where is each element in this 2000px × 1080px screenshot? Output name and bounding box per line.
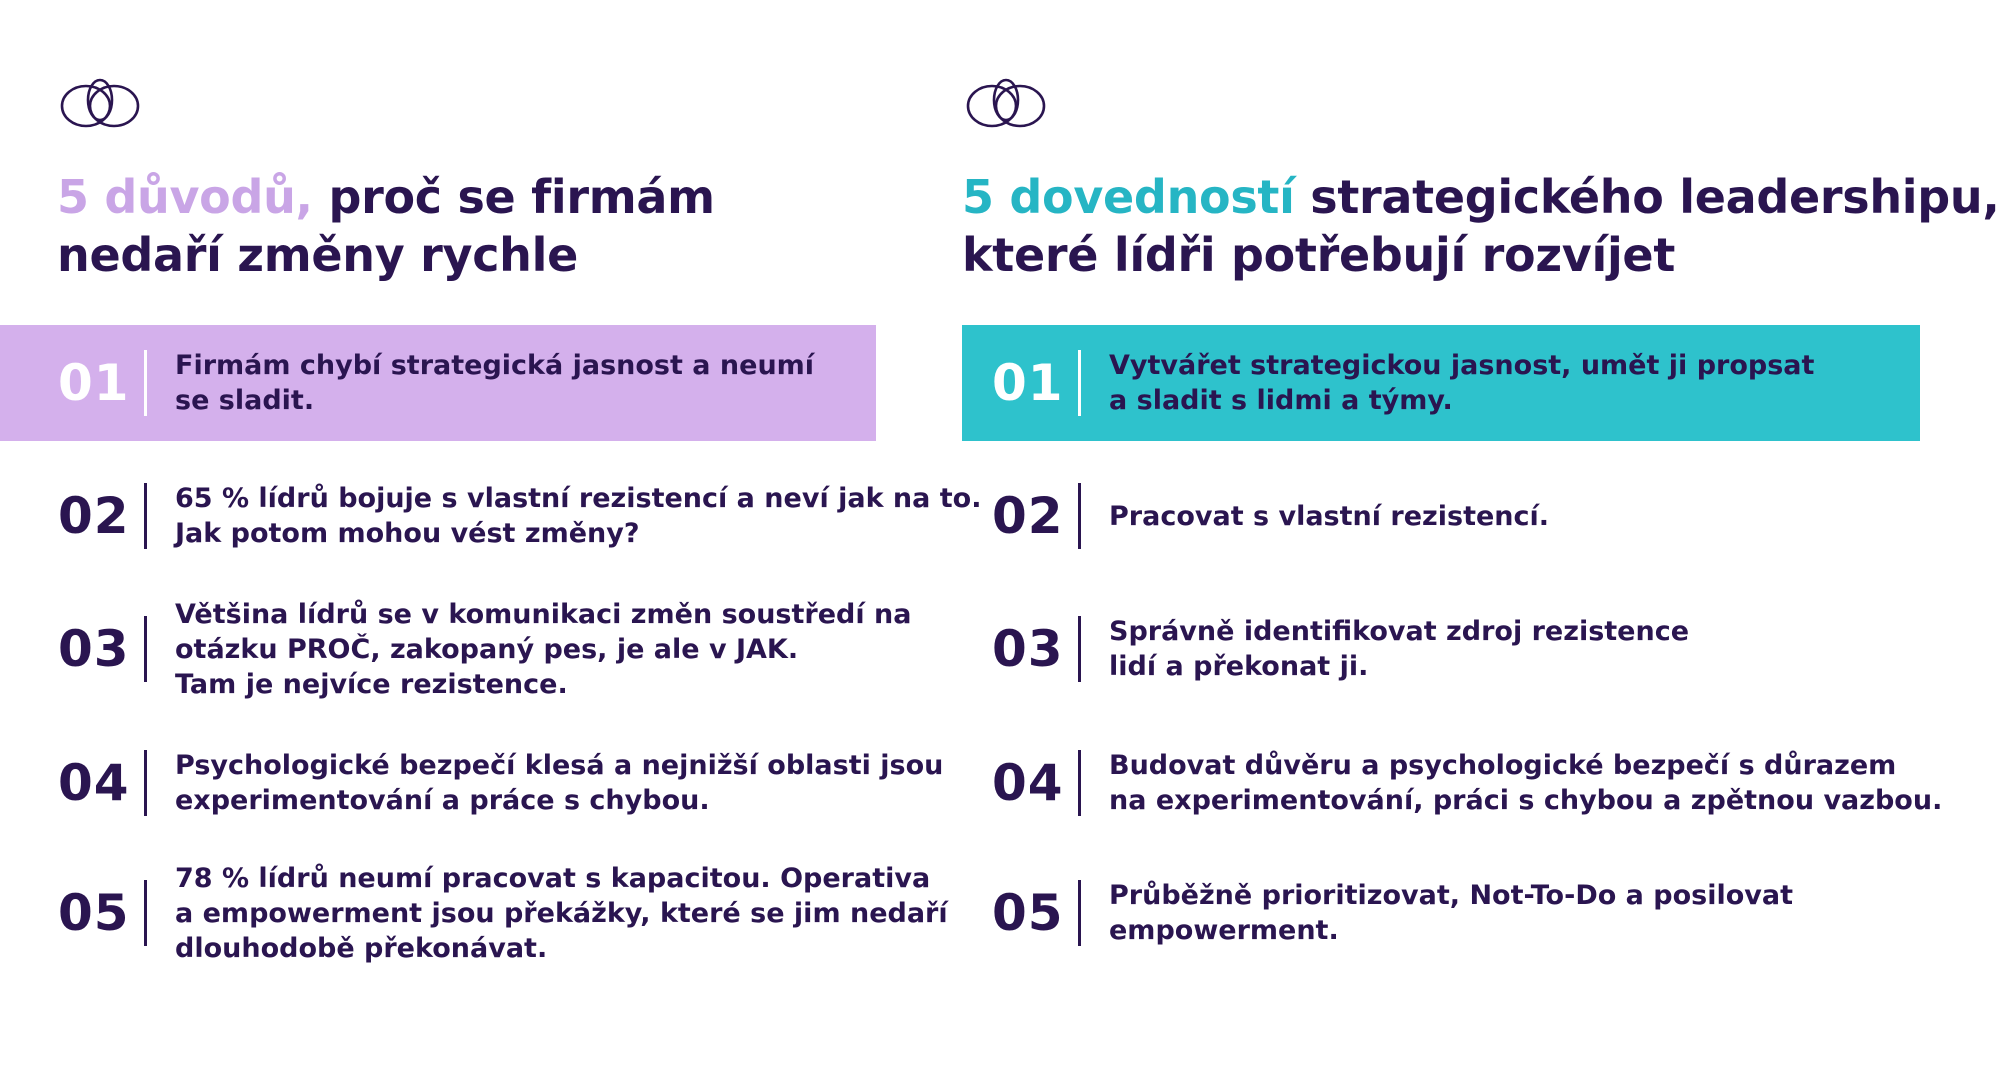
item-line: empowerment.	[1109, 915, 1339, 946]
item-line: Psychologické bezpečí klesá a nejnižší oblasti jsou	[175, 750, 944, 781]
right-title-highlight: 5 dovedností	[962, 170, 1295, 224]
divider	[144, 880, 147, 946]
left-item-05	[0, 853, 948, 973]
item-number: 02	[992, 487, 1064, 545]
left-title-highlight: 5 důvodů,	[57, 170, 313, 224]
right-item-02	[962, 471, 1549, 561]
right-item-03	[962, 604, 1689, 694]
item-line: se sladit.	[175, 385, 315, 416]
left-item-01	[0, 325, 876, 441]
divider	[144, 616, 147, 682]
divider	[144, 483, 147, 549]
item-line: Firmám chybí strategická jasnost a neumí	[175, 350, 815, 381]
left-title	[57, 168, 715, 284]
logo-icon	[56, 76, 144, 134]
divider	[144, 350, 147, 416]
left-title-rest: proč se firmám	[312, 170, 715, 224]
item-text	[175, 748, 943, 818]
item-line: experimentování a práce s chybou.	[175, 785, 710, 816]
item-text	[175, 481, 981, 551]
item-text	[175, 597, 911, 702]
item-line: Pracovat s vlastní rezistencí.	[1109, 500, 1550, 532]
item-number: 05	[992, 884, 1064, 942]
left-item-03	[0, 589, 911, 709]
left-item-02	[0, 471, 981, 561]
left-title-line2: nedaří změny rychle	[57, 228, 578, 282]
item-line: Jak potom mohou vést změny?	[175, 518, 640, 549]
item-text	[175, 348, 814, 418]
divider	[1078, 750, 1081, 816]
item-line: Tam je nejvíce rezistence.	[175, 668, 568, 700]
right-title-rest: strategického leadershipu,	[1294, 170, 2000, 224]
item-line: 78 % lídrů neumí pracovat s kapacitou. Operativa	[175, 862, 931, 894]
divider	[1078, 350, 1081, 416]
item-text	[1109, 614, 1689, 684]
item-text	[1109, 748, 1942, 818]
item-line: 65 % lídrů bojuje s vlastní rezistencí a neví jak na to.	[175, 483, 982, 514]
right-title	[962, 168, 2000, 284]
item-line: Budovat důvěru a psychologické bezpečí s důrazem	[1109, 750, 1897, 781]
left-panel	[0, 0, 982, 1080]
divider	[1078, 483, 1081, 549]
item-line: Správně identifikovat zdroj rezistence	[1109, 616, 1690, 647]
left-item-04	[0, 738, 943, 828]
item-line: lidí a překonat ji.	[1109, 651, 1369, 682]
item-text	[1109, 348, 1814, 418]
item-number: 05	[58, 884, 130, 942]
divider	[1078, 616, 1081, 682]
item-number: 01	[992, 354, 1064, 412]
item-text	[175, 861, 948, 966]
item-number: 01	[58, 354, 130, 412]
item-number: 04	[992, 754, 1064, 812]
right-title-line2: které lídři potřebují rozvíjet	[962, 228, 1676, 282]
item-line: a sladit s lidmi a týmy.	[1109, 385, 1453, 416]
item-line: Průběžně prioritizovat, Not-To-Do a posilovat	[1109, 880, 1794, 911]
item-line: na experimentování, práci s chybou a zpětnou vazbou.	[1109, 785, 1943, 816]
right-panel	[962, 0, 2000, 1080]
item-line: Většina lídrů se v komunikaci změn soustředí na	[175, 598, 912, 630]
item-text	[1109, 499, 1549, 534]
item-text	[1109, 878, 1793, 948]
item-number: 03	[58, 620, 130, 678]
item-number: 03	[992, 620, 1064, 678]
divider	[144, 750, 147, 816]
item-line: a empowerment jsou překážky, které se jim nedaří	[175, 897, 948, 929]
divider	[1078, 880, 1081, 946]
item-number: 02	[58, 487, 130, 545]
item-number: 04	[58, 754, 130, 812]
right-item-01	[962, 325, 1920, 441]
item-line: dlouhodobě překonávat.	[175, 932, 548, 964]
item-line: Vytvářet strategickou jasnost, umět ji propsat	[1109, 350, 1815, 381]
right-item-04	[962, 738, 1942, 828]
right-item-05	[962, 868, 1793, 958]
item-line: otázku PROČ, zakopaný pes, je ale v JAK.	[175, 633, 799, 665]
logo-icon	[962, 76, 1050, 134]
